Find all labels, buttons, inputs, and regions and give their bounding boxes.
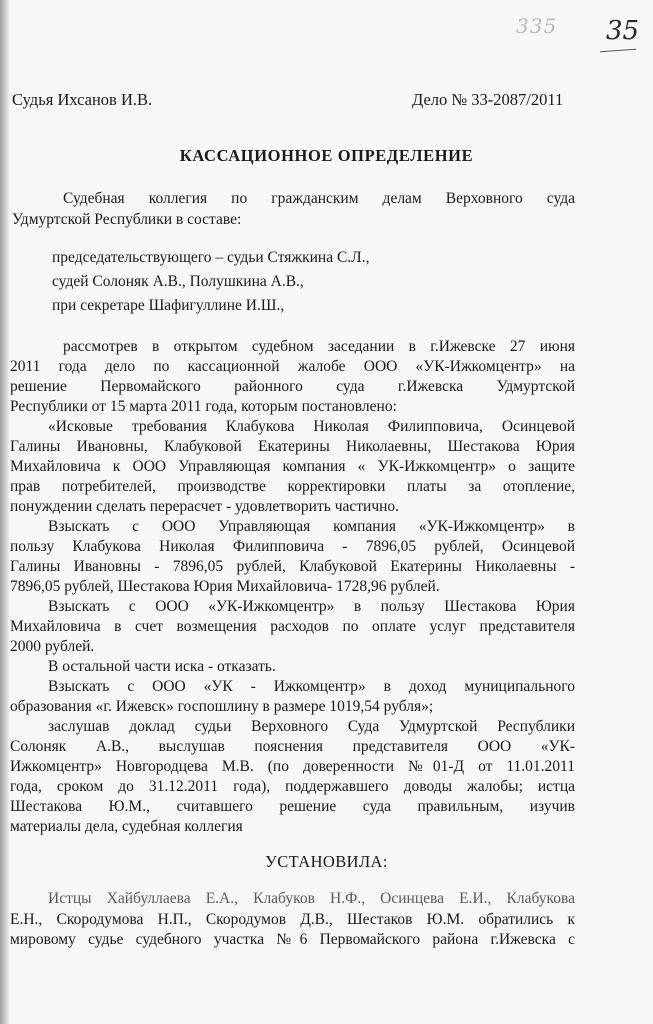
body-line: Взыскать с ООО Управляющая компания «УК-Ижкомцентр» в <box>48 518 575 535</box>
body-line: Галины Ивановны - 7896,05 рублей, Клабуковой Екатерины Николаевны - <box>10 558 575 575</box>
body-line: Истцы Хайбуллаева Е.А., Клабуков Н.Ф., Осинцева Е.И., Клабукова <box>48 890 575 907</box>
body-line: «Исковые требования Клабукова Николая Филипповича, Осинцевой <box>48 418 575 435</box>
body-line: Галины Ивановны, Клабуковой Екатерины Николаевны, Шестакова Юрия <box>10 438 575 455</box>
body-line: 2000 рублей. <box>10 638 95 655</box>
body-line: Михайловича в счет возмещения расходов по оплате услуг представителя <box>10 618 575 635</box>
body-line: Республики от 15 марта 2011 года, которым постановлено: <box>10 398 397 415</box>
body-line: 7896,05 рублей, Шестакова Юрия Михайловича- 1728,96 рублей. <box>10 578 440 595</box>
body-line: года, сроком до 31.12.2011 года), поддержавшего доводы жалобы; истца <box>10 778 575 795</box>
body-line: Михайловича к ООО Управляющая компания « УК-Ижкомцентр» о защите <box>10 458 575 475</box>
body-line: при секретаре Шафигуллине И.Ш., <box>52 297 285 314</box>
page-number-underline <box>600 49 636 53</box>
body-line: 2011 года дело по кассационной жалобе ООО «УК-Ижкомцентр» на <box>10 358 575 375</box>
body-line: Взыскать с ООО «УК-Ижкомцентр» в пользу Шестакова Юрия <box>48 598 575 615</box>
body-line: Солоняк А.В., выслушав пояснения представителя ООО «УК- <box>10 738 575 755</box>
body-line: заслушав доклад судьи Верховного Суда Удмуртской Республики <box>48 718 575 735</box>
body-line: рассмотрев в открытом судебном заседании в г.Ижевске 27 июня <box>63 338 575 355</box>
body-line: образования «г. Ижевск» госпошлину в размере 1019,54 рубля»; <box>10 698 434 715</box>
body-line: председательствующего – судьи Стяжкина С.Л., <box>52 249 370 266</box>
body-line: понуждении сделать перерасчет - удовлетворить частично. <box>10 498 400 515</box>
handwritten-page-number: 35 <box>606 16 640 46</box>
body-line: решение Первомайского районного суда г.Ижевска Удмуртской <box>10 378 575 395</box>
document-title: КАССАЦИОННОЕ ОПРЕДЕЛЕНИЕ <box>179 146 474 165</box>
archive-stamp-number: 335 <box>516 14 558 38</box>
judge-name: Судья Ихсанов И.В. <box>12 90 153 109</box>
body-line: В остальной части иска - отказать. <box>48 658 276 675</box>
case-number: Дело № 33-2087/2011 <box>412 90 564 109</box>
body-line: Е.Н., Скородумова Н.П., Скородумов Д.В., Шестаков Ю.М. обратились к <box>10 911 575 928</box>
body-line: Взыскать с ООО «УК - Ижкомцентр» в доход муниципального <box>48 678 575 695</box>
body-line: Ижкомцентр» Новгородцева М.В. (по доверенности №01-Д от 11.01.2011 <box>10 758 575 775</box>
body-line: Судебная коллегия по гражданским делам Верховного суда <box>63 190 575 207</box>
body-line: прав потребителей, производстве корректировки платы за отопление, <box>10 478 575 495</box>
body-line: мировому судье судебного участка №6 Первомайского района г.Ижевска с <box>10 931 575 948</box>
body-line: судей Солоняк А.В., Полушкина А.В., <box>52 273 304 290</box>
body-line: материалы дела, судебная коллегия <box>10 818 243 835</box>
body-line: Удмуртской Республики в составе: <box>12 211 242 228</box>
body-line: Шестакова Ю.М., считавшего решение суда правильным, изучив <box>10 798 575 815</box>
section-heading: УСТАНОВИЛА: <box>265 852 388 871</box>
body-line: пользу Клабукова Николая Филипповича - 7896,05 рублей, Осинцевой <box>10 538 575 555</box>
